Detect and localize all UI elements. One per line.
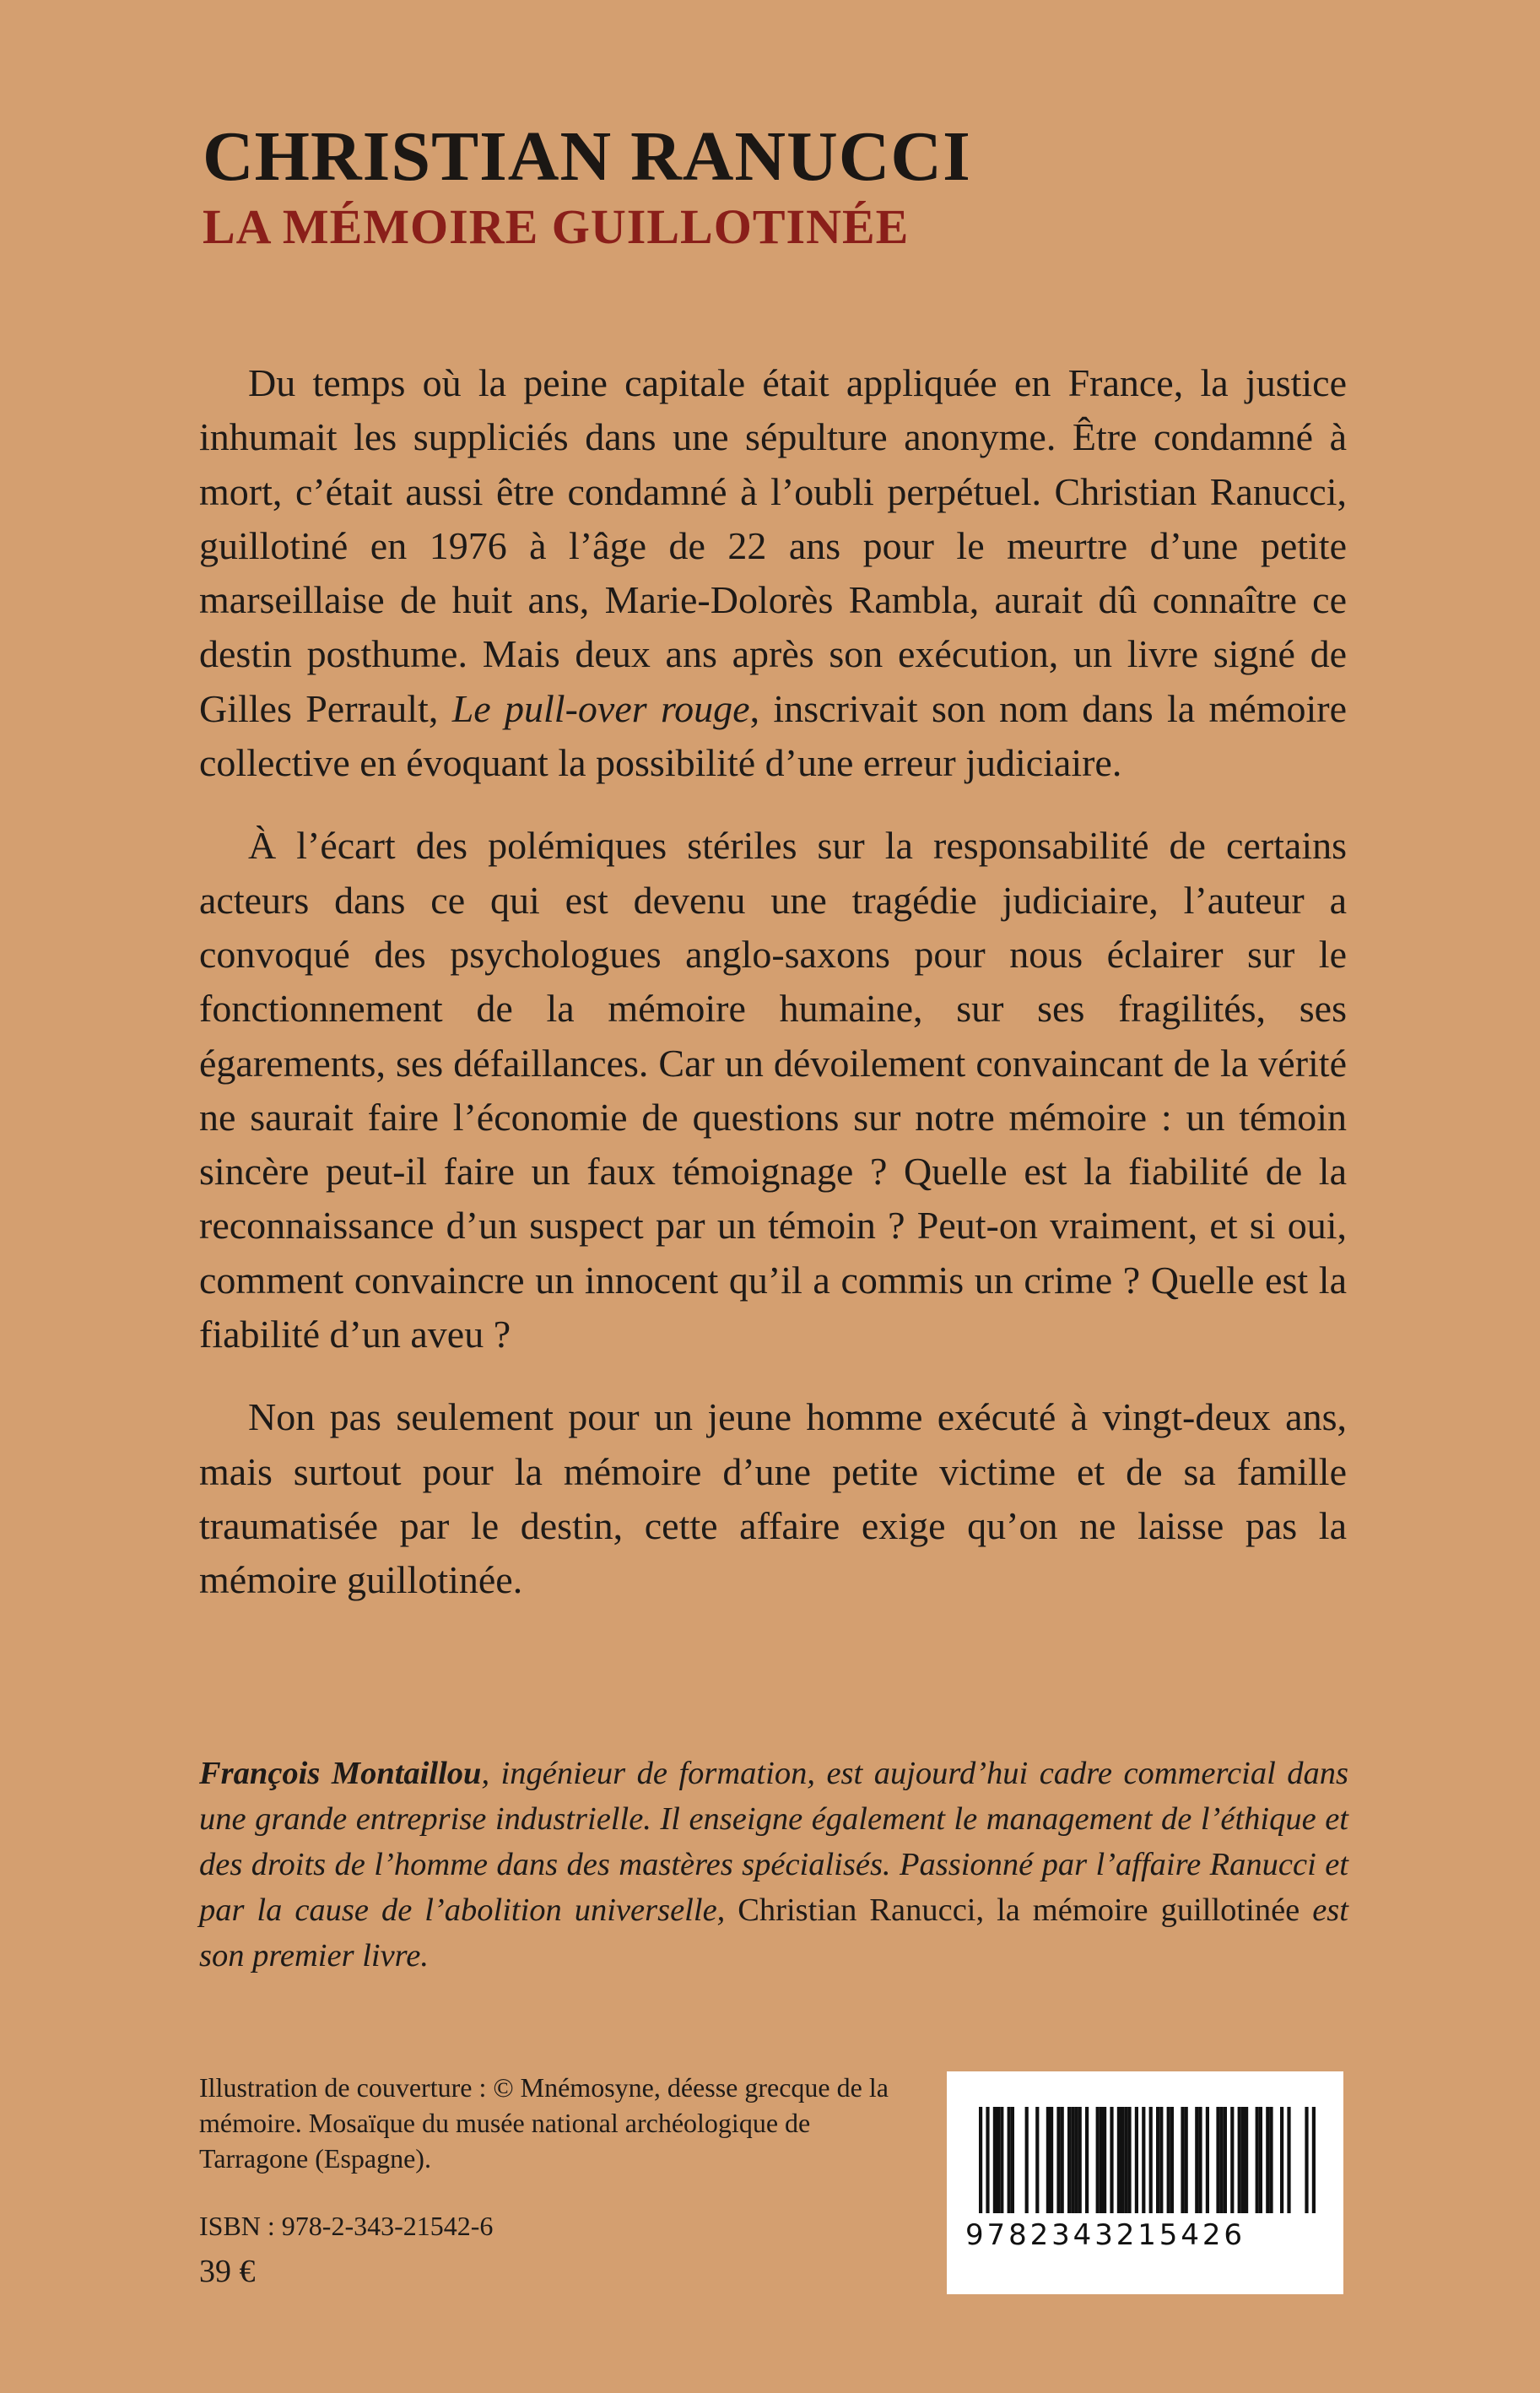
barcode-bar [1110, 2107, 1113, 2213]
barcode-bar [1096, 2107, 1100, 2213]
barcode-bar [1085, 2107, 1089, 2213]
barcode-bar [1220, 2107, 1224, 2213]
barcode-bar [1050, 2107, 1053, 2213]
author-bio [199, 1751, 1348, 1979]
barcode-bar [1121, 2107, 1124, 2213]
barcode-bar [1056, 2107, 1060, 2213]
barcode-bar [1269, 2107, 1273, 2213]
barcode-bar [1280, 2107, 1283, 2213]
barcode-bar [1124, 2107, 1127, 2213]
barcode-bar [1238, 2107, 1241, 2213]
synopsis-p1-start: Du temps où la peine capitale était appliquée en France, la justice inhumait les suppliciés dans une sépulture anonyme. Être condamné à mort, c’était aussi être condamné à l’oubli perpétuel. Christian Ranucci, guillotiné en 1976 à l’âge de 22 ans pour le meurtre d’une petite marseillaise de huit ans, Marie-Dolorès Rambla, aurait dû connaître ce destin posthume. Mais deux ans après son exécution, un livre signé de Gilles Perrault, [199, 361, 1347, 730]
barcode-bar [1071, 2107, 1074, 2213]
barcode-bar [1061, 2107, 1064, 2213]
barcode-bar [1008, 2107, 1011, 2213]
synopsis-paragraph-2: À l’écart des polémiques stériles sur la responsabilité de certains acteurs dans ce qui est devenu une tragédie judiciaire, l’auteur a convoqué des psychologues anglo-saxons pour nous éclairer sur le fonctionnement de la mémoire humaine, sur ses fragilités, ses égarements, ses défaillances. Car un dévoilement convaincant de la vérité ne saurait faire l’économie de questions sur notre mémoire : un témoin sincère peut-il faire un faux témoignage ? Quelle est la fiabilité de la reconnaissance d’un suspect par un témoin ? Peut-on vraiment, et si oui, comment convaincre un innocent qu’il a commis un crime ? Quelle est la fiabilité d’un aveu ? [199, 824, 1347, 1356]
barcode-bar [1167, 2107, 1170, 2213]
barcode-bar [1216, 2107, 1219, 2213]
barcode-bar [1156, 2107, 1159, 2213]
author-bio-text: , ingénieur de formation, est aujourd’hui cadre commercial dans une grande entreprise industrielle. Il enseigne également le management de l’éthique et des droits de l’homme dans des mastères spécialisés. Passionné par l’affaire Ranucci et par la cause de l’abolition universelle, [199, 1756, 1348, 1928]
barcode-digits: 9782343215426 [965, 2218, 1246, 2252]
barcode-bar [997, 2107, 1000, 2213]
barcode-bar [1100, 2107, 1103, 2213]
barcode-bar [1159, 2107, 1163, 2213]
barcode-bar [1078, 2107, 1082, 2213]
author-bio-ending: est son premier livre. [199, 1892, 1348, 1973]
price: 39 € [199, 2254, 256, 2289]
barcode-bar [1011, 2107, 1014, 2213]
barcode-bar [1142, 2107, 1145, 2213]
isbn: ISBN : 978-2-343-21542-6 [199, 2211, 494, 2241]
barcode-bar [1117, 2107, 1121, 2213]
barcode-bar [1206, 2107, 1209, 2213]
barcode-bar [1185, 2107, 1188, 2213]
barcode-bar [1149, 2107, 1153, 2213]
barcode-bar [1312, 2107, 1316, 2213]
barcode-bar [1224, 2107, 1227, 2213]
barcode-bar [1046, 2107, 1050, 2213]
barcode-bar [1000, 2107, 1003, 2213]
barcode-bar [1195, 2107, 1198, 2213]
barcode-bar [1074, 2107, 1078, 2213]
book-subtitle: LA MÉMOIRE GUILLOTINÉE [203, 199, 910, 254]
synopsis [199, 356, 1347, 1637]
barcode-bar [979, 2107, 982, 2213]
synopsis-p1-end: , inscrivait son nom dans la mémoire collective en évoquant la possibilité d’une erreur judiciaire. [199, 686, 1347, 785]
book-title: CHRISTIAN RANUCCI [203, 117, 971, 196]
barcode-bar [1170, 2107, 1174, 2213]
barcode-bar [1181, 2107, 1184, 2213]
bio-book-title: Christian Ranucci, la mémoire guillotinée [738, 1892, 1300, 1928]
synopsis-paragraph-1 [199, 356, 1347, 790]
barcode-bar [1230, 2107, 1234, 2213]
barcode-bar [993, 2107, 997, 2213]
barcode [947, 2071, 1343, 2294]
barcode-bar [1198, 2107, 1202, 2213]
barcode-bar [1035, 2107, 1039, 2213]
barcode-bar [1266, 2107, 1269, 2213]
barcode-bar [1127, 2107, 1131, 2213]
barcode-bars [969, 2107, 1323, 2217]
barcode-bar [1103, 2107, 1106, 2213]
barcode-bar [1287, 2107, 1290, 2213]
barcode-bar [1241, 2107, 1245, 2213]
barcode-bar [1305, 2107, 1308, 2213]
barcode-bar [1025, 2107, 1029, 2213]
barcode-bar [1067, 2107, 1071, 2213]
synopsis-paragraph-3: Non pas seulement pour un jeune homme exécuté à vingt-deux ans, mais surtout pour la mémoire d’une petite victime et de sa famille traumatisée par le destin, cette affaire exige qu’on ne laisse pas la mémoire guillotinée. [199, 1395, 1347, 1602]
barcode-bar [1245, 2107, 1248, 2213]
cover-illustration-credit: Illustration de couverture : © Mnémosyne, déesse grecque de la mémoire. Mosaïque du musée national archéologique de Tarragone (Espagne). [199, 2072, 889, 2174]
cited-book-title: Le pull-over rouge [451, 686, 750, 730]
barcode-bar [1259, 2107, 1262, 2213]
barcode-bar [1256, 2107, 1259, 2213]
barcode-bar [986, 2107, 989, 2213]
author-name: François Montaillou [199, 1756, 482, 1791]
barcode-bar [1135, 2107, 1138, 2213]
